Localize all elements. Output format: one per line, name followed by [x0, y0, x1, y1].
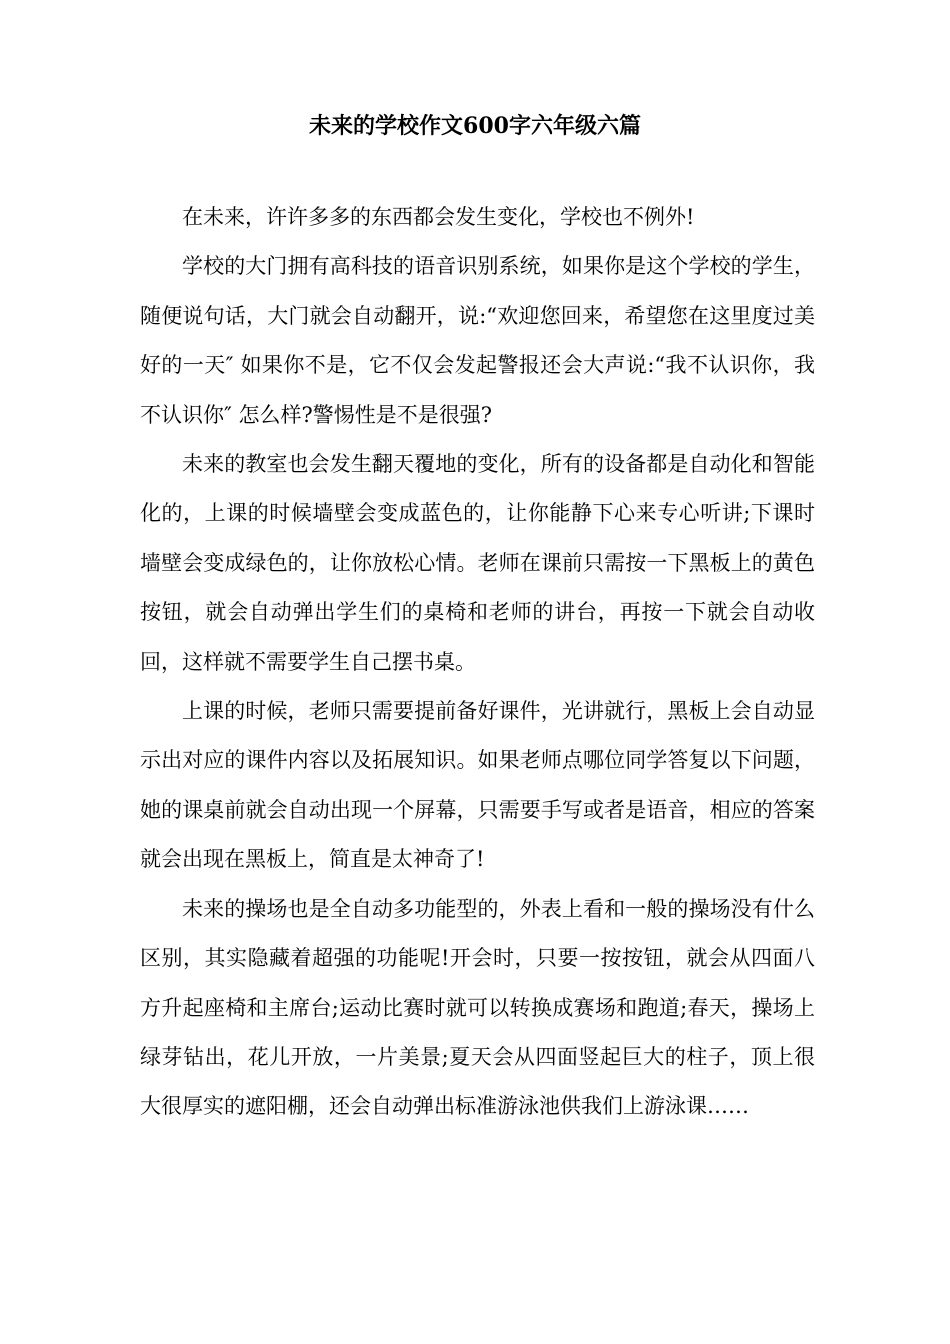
paragraph-1: 在未来，许许多多的东西都会发生变化，学校也不例外!: [182, 205, 695, 229]
paragraph-5: 未来的操场也是全自动多功能型的，外表上看和一般的操场没有什么区别，其实隐藏着超强的功能呢!开会时，只要一按按钮，就会从四面八方升起座椅和主席台;运动比赛时就可以转换成赛场和跑道;春天，操场上绿芽钻出，花儿开放，一片美景;夏天会从四面竖起巨大的柱子，顶上很大很厚实的遮阳棚，还会自动弹出标准游泳池供我们上游泳课……: [140, 896, 815, 1119]
paragraph-4: 上课的时候，老师只需要提前备好课件，光讲就行，黑板上会自动显示出对应的课件内容以及拓展知识。如果老师点哪位同学答复以下问题，她的课桌前就会自动出现一个屏幕，只需要手写或者是语音，相应的答案就会出现在黑板上，简直是太神奇了!: [140, 699, 815, 872]
document-body: [140, 193, 815, 1132]
paragraph-2: 学校的大门拥有高科技的语音识别系统，如果你是这个学校的学生，随便说句话，大门就会自动翻开，说:“欢迎您回来，希望您在这里度过美好的一天″ 如果你不是，它不仅会发起警报还会大声说:“我不认识你，我不认识你″ 怎么样?警惕性是不是很强?: [140, 254, 815, 427]
document-title: 未来的学校作文600字六年级六篇: [309, 113, 641, 139]
paragraph-3: 未来的教室也会发生翻天覆地的变化，所有的设备都是自动化和智能化的，上课的时候墙壁会变成蓝色的，让你能静下心来专心听讲;下课时墙壁会变成绿色的，让你放松心情。老师在课前只需按一下黑板上的黄色按钮，就会自动弹出学生们的桌椅和老师的讲台，再按一下就会自动收回，这样就不需要学生自己摆书桌。: [140, 452, 815, 674]
